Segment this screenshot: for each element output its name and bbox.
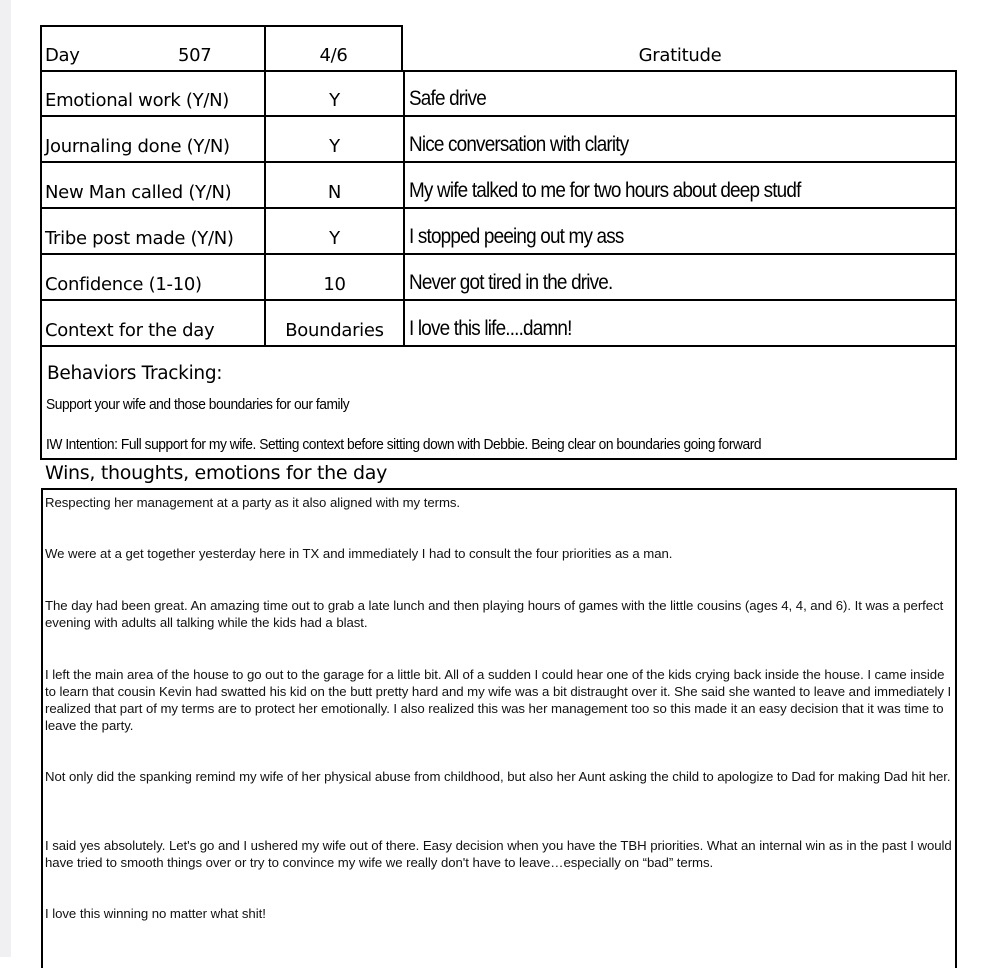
gratitude-entry	[403, 71, 957, 117]
wins-paragraph: The day had been great. An amazing time out to grab a late lunch and then playing hours of games with the little cousins (ages 4, 4, and 6). It was a perfect evening with adults all talking while the kids had a blast.	[45, 598, 944, 630]
row-value: Y	[264, 209, 403, 255]
date-cell	[264, 25, 403, 72]
gratitude-entry	[403, 301, 957, 347]
row-value: Y	[264, 117, 403, 163]
left-gutter	[0, 0, 11, 957]
intention-text: IW Intention: Full support for my wife. Setting context before sitting down with Debbie. Being clear on boundaries going forward	[46, 436, 762, 453]
behavior-text: Support your wife and those boundaries for our family	[46, 396, 350, 413]
day-cell	[40, 25, 264, 72]
row-value: Boundaries	[264, 301, 403, 347]
wins-paragraph: Respecting her management at a party as it also aligned with my terms.	[45, 495, 461, 510]
date-value: 4/6	[319, 45, 348, 66]
gratitude-text: My wife talked to me for two hours about deep studf	[409, 179, 801, 202]
wins-paragraph: I left the main area of the house to go out to the garage for a little bit. All of a sudden I could hear one of the kids crying back inside the house. I came inside to learn that cousin Kevin had swatted his kid on the butt pretty hard and my wife was a bit distraught over it. She said she wanted to leave and immediately I realized that part of my terms are to protect her emotionally. I also realized this was her management too so this made it an easy decision that it was time to leave the party.	[45, 667, 952, 733]
gratitude-text: I love this life....damn!	[409, 317, 572, 340]
row-label: Confidence (1-10)	[40, 255, 264, 301]
row-value: N	[264, 163, 403, 209]
gratitude-heading: Gratitude	[638, 45, 722, 66]
wins-paragraph: I said yes absolutely. Let's go and I ushered my wife out of there. Easy decision when you have the TBH priorities. What an internal win as in the past I would have tried to smooth things over or try to convince my wife we really don't have to leave…especially on “bad” terms.	[45, 838, 952, 870]
gratitude-text: Safe drive	[409, 87, 487, 110]
gratitude-entry	[403, 209, 957, 255]
row-value: Y	[264, 71, 403, 117]
behaviors-tracking-box	[40, 347, 957, 460]
gratitude-text: Never got tired in the drive.	[409, 271, 613, 294]
wins-title: Wins, thoughts, emotions for the day	[45, 462, 388, 484]
gratitude-entry	[403, 117, 957, 163]
gratitude-text: I stopped peeing out my ass	[409, 225, 624, 248]
wins-paragraph: Not only did the spanking remind my wife of her physical abuse from childhood, but also her Aunt asking the child to apologize to Dad for making Dad hit her.	[45, 769, 951, 784]
gratitude-text: Nice conversation with clarity	[409, 133, 629, 156]
day-number: 507	[178, 45, 212, 66]
gratitude-heading-cell	[403, 25, 957, 72]
row-label: Tribe post made (Y/N)	[40, 209, 264, 255]
gratitude-entry	[403, 163, 957, 209]
wins-paragraph: I love this winning no matter what shit!	[45, 906, 266, 921]
row-label: Journaling done (Y/N)	[40, 117, 264, 163]
behaviors-title: Behaviors Tracking:	[47, 363, 223, 384]
day-label: Day	[45, 45, 80, 66]
row-label: Emotional work (Y/N)	[40, 71, 264, 117]
row-value: 10	[264, 255, 403, 301]
gratitude-entry	[403, 255, 957, 301]
wins-thoughts-box	[41, 488, 957, 968]
row-label: New Man called (Y/N)	[40, 163, 264, 209]
row-label: Context for the day	[40, 301, 264, 347]
wins-paragraph: We were at a get together yesterday here in TX and immediately I had to consult the four priorities as a man.	[45, 546, 673, 561]
